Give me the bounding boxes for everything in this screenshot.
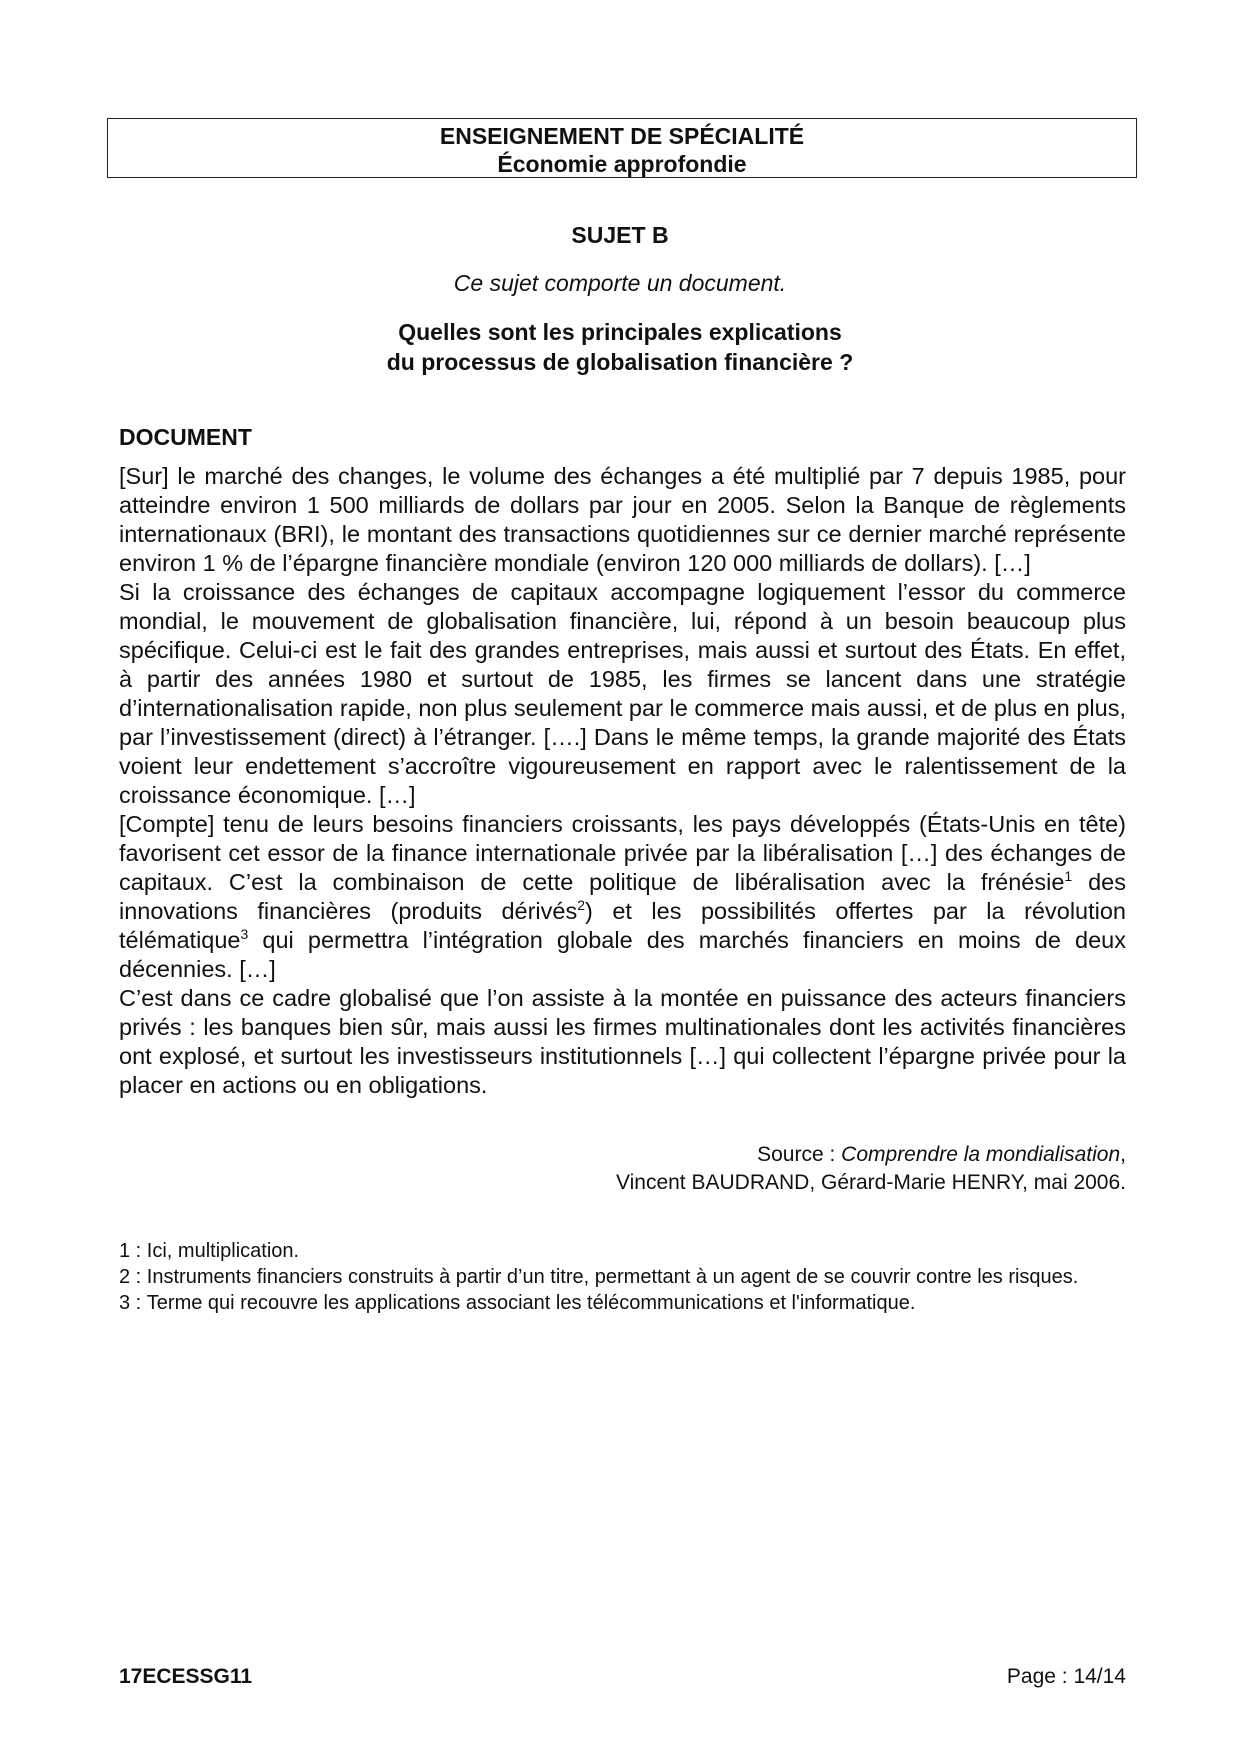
footnote-text: Instruments financiers construits à partir d’un titre, permettant à un agent de se couvrir contre les risques. (146, 1266, 1079, 1288)
footnote-ref-1: 1 (1064, 868, 1073, 885)
source-authors: Vincent BAUDRAND, Gérard-Marie HENRY, mai 2006. (615, 1171, 1126, 1194)
page-number: Page : 14/14 (1006, 1665, 1126, 1688)
footnotes (119, 1238, 1126, 1316)
paragraph-3-part-a: [Compte] tenu de leurs besoins financiers croissants, les pays développés (États-Unis en tête) favorisent cet essor de la finance internationale privée par la libéralisation […] des échanges de capitaux. C’est la combinaison de cette politique de libéralisation avec la frénésie (119, 811, 1126, 895)
footnote-number: 1 : (119, 1240, 147, 1262)
header-box (107, 118, 1137, 178)
footnote-text: Ici, multiplication. (146, 1240, 300, 1262)
source-citation (616, 1141, 1126, 1197)
header-title: ENSEIGNEMENT DE SPÉCIALITÉ (439, 123, 805, 149)
subject-note: Ce sujet comporte un document. (453, 270, 787, 296)
source-line-1 (616, 1141, 1126, 1169)
subject-title: SUJET B (571, 222, 669, 248)
footnote-1 (119, 1238, 1126, 1264)
paragraph-3-part-b: des innovations financières (produits dérivés (119, 869, 1126, 924)
source-title: Comprendre la mondialisation (841, 1143, 1121, 1166)
paragraph-2: Si la croissance des échanges de capitaux accompagne logiquement l’essor du commerce mondial, le mouvement de globalisation financière, lui, répond à un besoin beaucoup plus spécifique. Celui-ci est le fait des grandes entreprises, mais aussi et surtout des États. En effet, à partir des années 1980 et surtout de 1985, les firmes se lancent dans une stratégie d’internationalisation rapide, non plus seulement par le commerce mais aussi, et de plus en plus, par l’investissement (direct) à l’étranger. [….] Dans le même temps, la grande majorité des États voient leur endettement s’accroître vigoureusement en rapport avec le ralentissement de la croissance économique. […] (119, 579, 1126, 808)
footnote-2 (119, 1264, 1126, 1290)
footnote-number: 3 : (119, 1292, 147, 1314)
footnote-ref-2: 2 (577, 897, 586, 914)
document-code: 17ECESSG11 (119, 1665, 253, 1688)
paragraph-1: [Sur] le marché des changes, le volume des échanges a été multiplié par 7 depuis 1985, pour atteindre environ 1 500 milliards de dollars par jour en 2005. Selon la Banque de règlements internationaux (BRI), le montant des transactions quotidiennes sur ce dernier marché représente environ 1 % de l’épargne financière mondiale (environ 120 000 milliards de dollars). […] (119, 463, 1126, 576)
footnote-ref-3: 3 (240, 926, 249, 943)
subject-question (0, 317, 1240, 377)
header-subtitle: Économie approfondie (497, 151, 747, 177)
footnote-3 (119, 1290, 1126, 1316)
source-prefix: Source : (757, 1143, 842, 1166)
source-title-suffix: , (1120, 1143, 1126, 1166)
footnote-text: Terme qui recouvre les applications associant les télécommunications et l'informatique. (146, 1292, 916, 1314)
paragraph-3-part-d: qui permettra l’intégration globale des marchés financiers en moins de deux décennies. […] (119, 927, 1126, 982)
question-line-2: du processus de globalisation financière ? (386, 349, 854, 375)
paragraph-4: C’est dans ce cadre globalisé que l’on assiste à la montée en puissance des acteurs financiers privés : les banques bien sûr, mais aussi les firmes multinationales dont les activités financières ont explosé, et surtout les investisseurs institutionnels […] qui collectent l’épargne privée pour la placer en actions ou en obligations. (119, 985, 1126, 1098)
paragraph-3-part-c: ) et les possibilités offertes par la révolution télématique (119, 898, 1126, 953)
document-heading: DOCUMENT (119, 424, 252, 450)
document-body (119, 462, 1126, 1100)
question-line-1: Quelles sont les principales explications (398, 319, 842, 345)
footnote-number: 2 : (119, 1266, 147, 1288)
paragraph-3 (119, 810, 1126, 984)
